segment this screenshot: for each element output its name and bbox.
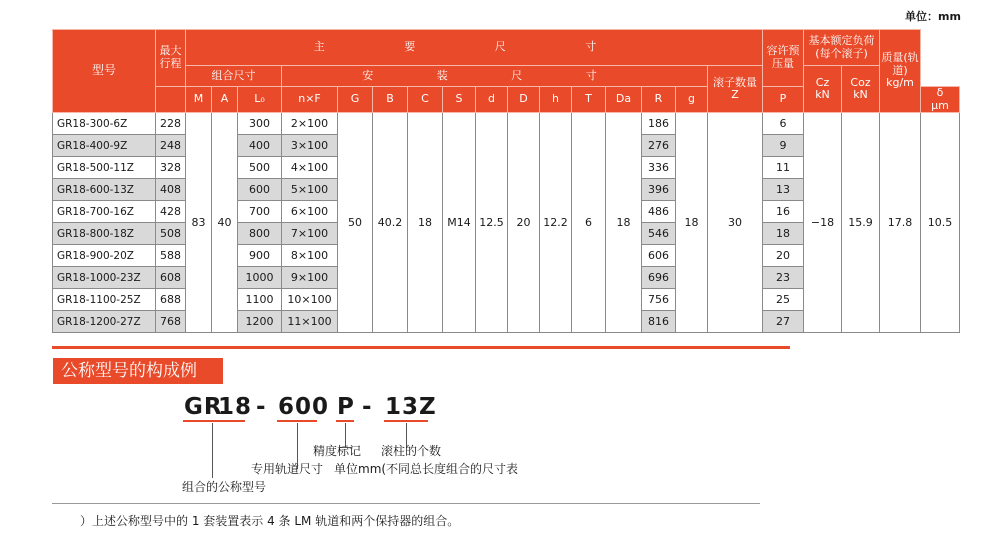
cell-r: 186 bbox=[642, 113, 676, 135]
cell-stroke: 608 bbox=[156, 267, 186, 289]
spec-table bbox=[52, 29, 960, 333]
subheader-col: C bbox=[408, 87, 443, 113]
cell-nf: 7×100 bbox=[282, 223, 338, 245]
subheader-col: d bbox=[476, 87, 508, 113]
code-600: 600 bbox=[278, 394, 330, 420]
cell-r: 696 bbox=[642, 267, 676, 289]
cell-model: GR18-800-18Z bbox=[53, 223, 156, 245]
cell-z: 25 bbox=[763, 289, 804, 311]
cell-h: 12.2 bbox=[540, 113, 572, 333]
cell-stroke: 228 bbox=[156, 113, 186, 135]
subheader-col: B bbox=[373, 87, 408, 113]
header-cz: Cz kN bbox=[804, 66, 842, 113]
cell-r: 756 bbox=[642, 289, 676, 311]
header-main-dims: 主 要 尺 寸 bbox=[186, 30, 763, 66]
code-gr: GR bbox=[184, 394, 223, 420]
cell-g: 50 bbox=[338, 113, 373, 333]
cell-stroke: 508 bbox=[156, 223, 186, 245]
cell-a: 40 bbox=[212, 113, 238, 333]
cell-nf: 4×100 bbox=[282, 157, 338, 179]
subheader-col: G bbox=[338, 87, 373, 113]
footer-divider bbox=[52, 503, 760, 504]
cell-r: 546 bbox=[642, 223, 676, 245]
cell-stroke: 428 bbox=[156, 201, 186, 223]
cell-nf: 11×100 bbox=[282, 311, 338, 333]
cell-g: 18 bbox=[676, 113, 708, 333]
cell-stroke: 408 bbox=[156, 179, 186, 201]
cell-m: 83 bbox=[186, 113, 212, 333]
cell-z: 27 bbox=[763, 311, 804, 333]
cell-da: 18 bbox=[606, 113, 642, 333]
cell-model: GR18-1200-27Z bbox=[53, 311, 156, 333]
header-load: 基本额定负荷(每个滚子) bbox=[804, 30, 880, 66]
cell-z: 23 bbox=[763, 267, 804, 289]
cell-r: 486 bbox=[642, 201, 676, 223]
subheader-col: D bbox=[508, 87, 540, 113]
cell-nf: 5×100 bbox=[282, 179, 338, 201]
example-title: 公称型号的构成例 bbox=[53, 358, 223, 384]
cell-model: GR18-1100-25Z bbox=[53, 289, 156, 311]
subheader-col: n×F bbox=[282, 87, 338, 113]
subheader-col: P bbox=[763, 87, 804, 113]
underline-p bbox=[336, 420, 354, 422]
cell-l0: 900 bbox=[238, 245, 282, 267]
label-precision: 精度标记 bbox=[313, 444, 362, 458]
header-mass: 质量(轨道) kg/m bbox=[880, 30, 921, 113]
cell-model: GR18-500-11Z bbox=[53, 157, 156, 179]
cell-l0: 1200 bbox=[238, 311, 282, 333]
cell-coz: 17.8 bbox=[880, 113, 921, 333]
cell-d: 12.5 bbox=[476, 113, 508, 333]
subheader-col: S bbox=[443, 87, 476, 113]
subheader-col: T bbox=[572, 87, 606, 113]
label-unit: 单位mm(不同总长度组合的尺寸表 bbox=[334, 462, 519, 476]
cell-r: 276 bbox=[642, 135, 676, 157]
cell-l0: 800 bbox=[238, 223, 282, 245]
cell-nf: 6×100 bbox=[282, 201, 338, 223]
cell-l0: 1100 bbox=[238, 289, 282, 311]
underline-gr18 bbox=[183, 420, 245, 422]
header-coz: Coz kN bbox=[842, 66, 880, 113]
cell-r: 396 bbox=[642, 179, 676, 201]
cell-model: GR18-600-13Z bbox=[53, 179, 156, 201]
cell-preload: −18 bbox=[804, 113, 842, 333]
cell-nf: 8×100 bbox=[282, 245, 338, 267]
cell-stroke: 588 bbox=[156, 245, 186, 267]
cell-b: 40.2 bbox=[373, 113, 408, 333]
code-18: 18 bbox=[218, 394, 253, 420]
cell-l0: 500 bbox=[238, 157, 282, 179]
cell-z: 11 bbox=[763, 157, 804, 179]
unit-label: 单位：mm bbox=[905, 10, 961, 23]
header-stroke-blank bbox=[156, 87, 186, 113]
header-preload: 容许预压量 bbox=[763, 30, 804, 87]
subheader-col: Da bbox=[606, 87, 642, 113]
header-combo-dims: 组合尺寸 bbox=[186, 66, 282, 87]
label-nominal: 组合的公称型号 bbox=[182, 480, 267, 494]
cell-nf: 2×100 bbox=[282, 113, 338, 135]
code-dash-2: - bbox=[362, 394, 373, 420]
header-install-dims: 安 装 尺 寸 bbox=[282, 66, 708, 87]
code-p: P bbox=[337, 394, 355, 420]
cell-r: 816 bbox=[642, 311, 676, 333]
cell-stroke: 688 bbox=[156, 289, 186, 311]
cell-z: 9 bbox=[763, 135, 804, 157]
section-divider bbox=[52, 346, 790, 349]
subheader-col: A bbox=[212, 87, 238, 113]
label-rail: 专用轨道尺寸 bbox=[251, 462, 324, 476]
cell-z: 16 bbox=[763, 201, 804, 223]
cell-stroke: 328 bbox=[156, 157, 186, 179]
cell-mass: 10.5 bbox=[921, 113, 960, 333]
header-stroke: 最大行程 bbox=[156, 30, 186, 87]
leader-gr18 bbox=[212, 423, 213, 478]
cell-z: 13 bbox=[763, 179, 804, 201]
cell-stroke: 768 bbox=[156, 311, 186, 333]
cell-l0: 300 bbox=[238, 113, 282, 135]
underline-13z bbox=[384, 420, 428, 422]
header-roller-count: 滚子数量 Z bbox=[708, 66, 763, 113]
cell-l0: 1000 bbox=[238, 267, 282, 289]
subheader-col: R bbox=[642, 87, 676, 113]
cell-model: GR18-400-9Z bbox=[53, 135, 156, 157]
cell-nf: 9×100 bbox=[282, 267, 338, 289]
underline-600 bbox=[277, 420, 317, 422]
cell-c: 18 bbox=[408, 113, 443, 333]
cell-nf: 3×100 bbox=[282, 135, 338, 157]
cell-l0: 600 bbox=[238, 179, 282, 201]
label-rollers: 滚柱的个数 bbox=[381, 444, 442, 458]
cell-z: 18 bbox=[763, 223, 804, 245]
subheader-col: g bbox=[676, 87, 708, 113]
cell-model: GR18-900-20Z bbox=[53, 245, 156, 267]
cell-p: 30 bbox=[708, 113, 763, 333]
cell-l0: 400 bbox=[238, 135, 282, 157]
cell-nf: 10×100 bbox=[282, 289, 338, 311]
header-preload-unit: δ μm bbox=[921, 87, 960, 113]
cell-d: 20 bbox=[508, 113, 540, 333]
cell-stroke: 248 bbox=[156, 135, 186, 157]
cell-model: GR18-300-6Z bbox=[53, 113, 156, 135]
subheader-col: h bbox=[540, 87, 572, 113]
cell-s: M14 bbox=[443, 113, 476, 333]
code-13z: 13Z bbox=[385, 394, 437, 420]
cell-r: 336 bbox=[642, 157, 676, 179]
footnote: ）上述公称型号中的 1 套装置表示 4 条 LM 轨道和两个保持器的组合。 bbox=[80, 514, 460, 528]
cell-model: GR18-1000-23Z bbox=[53, 267, 156, 289]
code-dash-1: - bbox=[256, 394, 267, 420]
cell-l0: 700 bbox=[238, 201, 282, 223]
header-model: 型号 bbox=[53, 30, 156, 113]
cell-z: 6 bbox=[763, 113, 804, 135]
cell-t: 6 bbox=[572, 113, 606, 333]
subheader-col: L₀ bbox=[238, 87, 282, 113]
table-row bbox=[53, 113, 960, 135]
cell-z: 20 bbox=[763, 245, 804, 267]
subheader-col: M bbox=[186, 87, 212, 113]
cell-cz: 15.9 bbox=[842, 113, 880, 333]
cell-model: GR18-700-16Z bbox=[53, 201, 156, 223]
cell-r: 606 bbox=[642, 245, 676, 267]
